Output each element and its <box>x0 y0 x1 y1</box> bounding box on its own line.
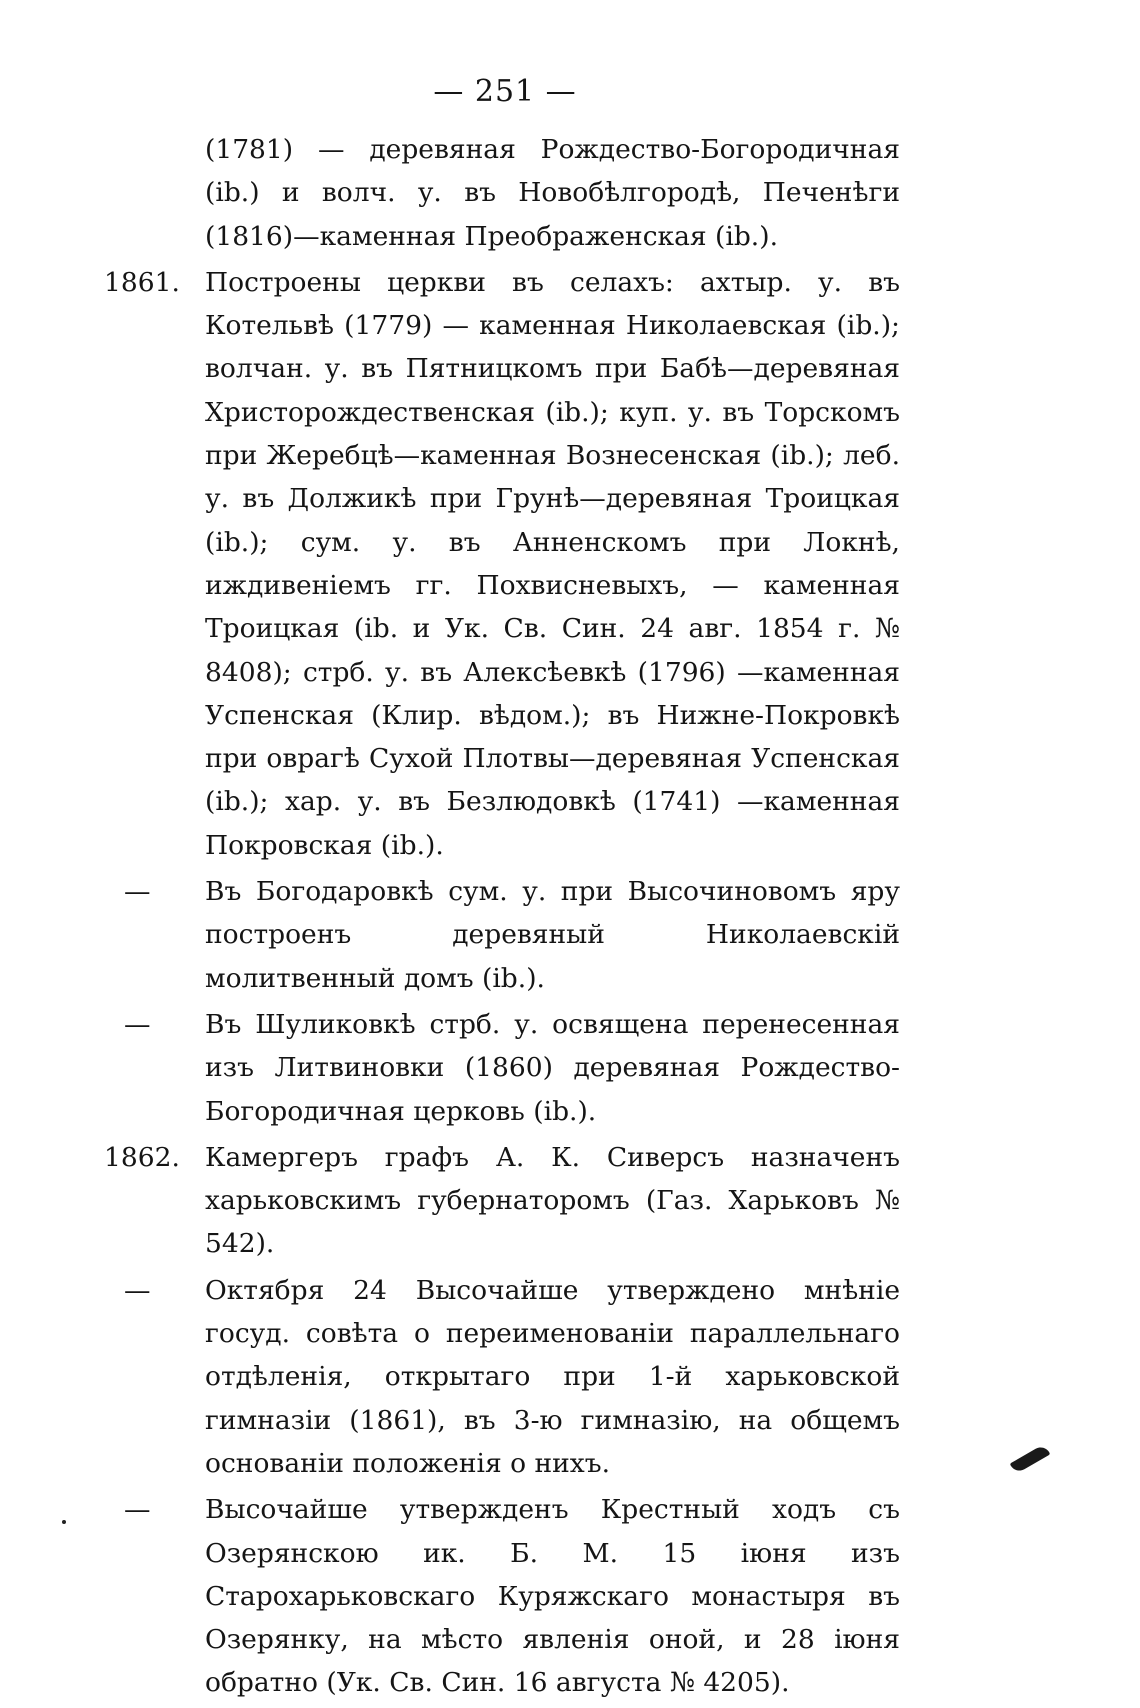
entry-bogodarovka <box>0 870 1140 1000</box>
entry-year-marker: 1861. <box>104 266 180 298</box>
entry-procession <box>0 1488 1140 1704</box>
entry-1862-governor <box>0 1136 1140 1266</box>
entry-dash-marker: — <box>124 1274 151 1306</box>
entry-dash-marker: — <box>124 1494 151 1526</box>
page-number: — 251 — <box>433 74 577 109</box>
entry-continuation <box>0 128 1140 258</box>
entry-dash-marker: — <box>124 1008 151 1040</box>
entry-year-marker: 1862. <box>104 1141 180 1173</box>
entry-gymnasium <box>0 1269 1140 1485</box>
entry-text: (1781) — деревяная Рождество-Богородичная (ib.) и волч. у. въ Новобѣлгородѣ, Печенѣги (1816)—каменная Преображенская (ib.). <box>205 134 900 252</box>
ink-speck <box>62 1520 66 1524</box>
entry-text: Высочайше утвержденъ Крестный ходъ съ Озерянскою ик. Б. М. 15 іюня изъ Старохарьковскаго Куряжскаго монастыря въ Озерянку, на мѣсто явленія оной, и 28 іюня обратно (Ук. Св. Син. 16 августа № 4205). <box>205 1494 900 1699</box>
entry-text: Октября 24 Высочайше утверждено мнѣніе госуд. совѣта о переименованіи параллельнаго отдѣленія, открытаго при 1-й харьковской гимназіи (1861), въ 3-ю гимназію, на общемъ основаніи положенія о нихъ. <box>205 1274 900 1479</box>
entry-shulikovka <box>0 1003 1140 1133</box>
entry-text: Въ Богодаровкѣ сум. у. при Высочиновомъ яру построенъ деревяный Николаевскій молитвенный домъ (ib.). <box>205 876 900 994</box>
entry-text: Построены церкви въ селахъ: ахтыр. у. въ Котельвѣ (1779) — каменная Николаевская (ib.); волчан. у. въ Пятницкомъ при Бабѣ—деревяная Христорождественская (ib.); куп. у. въ Торскомъ при Жеребцѣ—каменная Вознесенская (ib.); леб. у. въ Должикѣ при Грунѣ—деревяная Троицкая (ib.); сум. у. въ Анненскомъ при Локнѣ, иждивеніемъ гг. Похвисневыхъ, — каменная Троицкая (ib. и Ук. Св. Син. 24 авг. 1854 г. № 8408); стрб. у. въ Алексѣевкѣ (1796) —каменная Успенская (Клир. вѣдом.); въ Нижне-Покровкѣ при оврагѣ Сухой Плотвы—деревяная Успенская (ib.); хар. у. въ Безлюдовкѣ (1741) —каменная Покровская (ib.). <box>205 266 900 861</box>
entry-dash-marker: — <box>124 876 151 908</box>
chronicle-text <box>0 128 1140 1708</box>
entry-1861-churches <box>0 261 1140 867</box>
entry-text: Камергеръ графъ А. К. Сиверсъ назначенъ харьковскимъ губернаторомъ (Газ. Харьковъ № 542). <box>205 1141 900 1260</box>
entry-text: Въ Шуликовкѣ стрб. у. освящена перенесенная изъ Литвиновки (1860) деревяная Рождество-Богородичная церковь (ib.). <box>205 1008 900 1127</box>
